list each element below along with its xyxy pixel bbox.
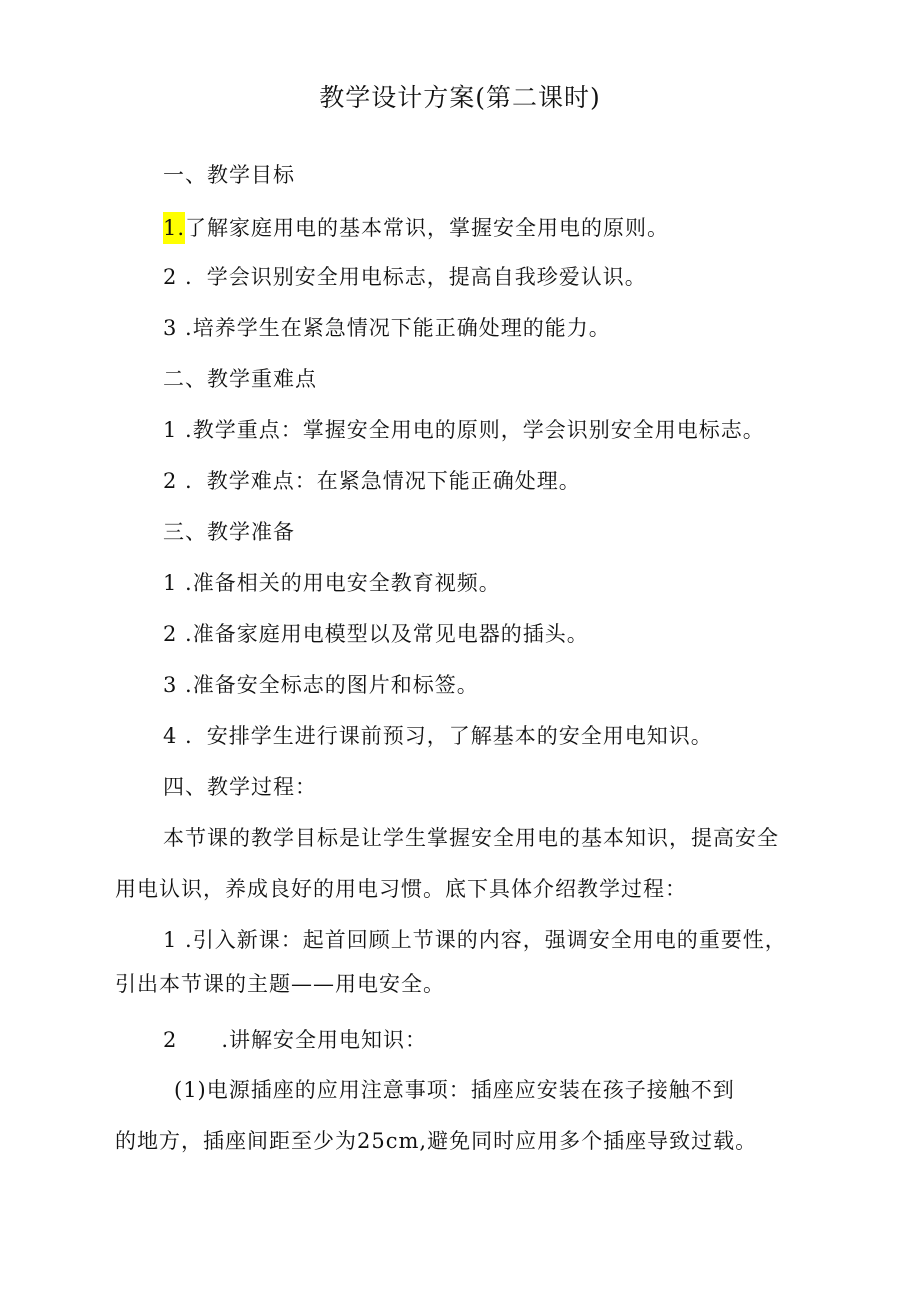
process-step-2-num: 2 xyxy=(163,1028,178,1052)
prep-item-2-num: 2 . xyxy=(163,622,193,646)
prep-item-3-text: 准备安全标志的图片和标签。 xyxy=(192,673,479,697)
process-intro-line-1: 本节课的教学目标是让学生掌握安全用电的基本知识，提高安全 xyxy=(163,826,779,850)
key-point-item-1-text: 教学重点：掌握安全用电的原则，学会识别安全用电标志。 xyxy=(192,418,765,442)
process-step-2-sub-1-line-2: 的地方，插座间距至少为25cm,避免同时应用多个插座导致过载。 xyxy=(115,1129,758,1153)
goal-item-2 xyxy=(163,263,647,291)
document-title: 教学设计方案(第二课时) xyxy=(319,83,601,112)
key-point-item-1 xyxy=(163,416,765,444)
prep-item-1-text: 准备相关的用电安全教育视频。 xyxy=(192,571,501,595)
goal-item-3-num: 3 . xyxy=(163,316,193,340)
highlighted-number: 1. xyxy=(163,212,185,244)
prep-item-4-text: 安排学生进行课前预习，了解基本的安全用电知识。 xyxy=(206,724,713,748)
prep-item-2-text: 准备家庭用电模型以及常见电器的插头。 xyxy=(192,622,589,646)
prep-item-4-num: 4 . xyxy=(163,724,193,748)
process-step-2 xyxy=(163,1026,427,1054)
prep-item-4 xyxy=(163,722,713,750)
key-point-item-1-num: 1 . xyxy=(163,418,193,442)
prep-item-1 xyxy=(163,569,501,597)
prep-item-3-num: 3 . xyxy=(163,673,193,697)
prep-item-3 xyxy=(163,671,479,699)
section-heading-key-points: 二、教学重难点 xyxy=(163,367,317,391)
goal-item-2-text: 学会识别安全用电标志，提高自我珍爱认识。 xyxy=(206,265,647,289)
prep-item-1-num: 1 . xyxy=(163,571,193,595)
key-point-item-2-num: 2 . xyxy=(163,469,193,493)
section-heading-preparation: 三、教学准备 xyxy=(163,520,295,544)
section-heading-process: 四、教学过程： xyxy=(163,775,317,799)
process-step-1-text: 引入新课：起首回顾上节课的内容，强调安全用电的重要性， xyxy=(192,928,787,952)
goal-item-3-text: 培养学生在紧急情况下能正确处理的能力。 xyxy=(192,316,611,340)
goal-item-2-num: 2 . xyxy=(163,265,193,289)
goal-item-1-text: 了解家庭用电的基本常识，掌握安全用电的原则。 xyxy=(185,216,670,240)
prep-item-2 xyxy=(163,620,589,648)
process-intro-line-2: 用电认识，养成良好的用电习惯。底下具体介绍教学过程： xyxy=(115,877,687,901)
key-point-item-2 xyxy=(163,467,581,495)
process-step-2-text: .讲解安全用电知识： xyxy=(221,1028,428,1052)
process-step-1-line-1 xyxy=(163,926,787,954)
key-point-item-2-text: 教学难点：在紧急情况下能正确处理。 xyxy=(206,469,581,493)
process-step-1-num: 1 . xyxy=(163,928,193,952)
goal-item-1 xyxy=(163,212,669,244)
process-step-1-line-2: 引出本节课的主题——用电安全。 xyxy=(115,972,445,996)
process-step-2-sub-1-line-1: (1)电源插座的应用注意事项：插座应安装在孩子接触不到 xyxy=(174,1078,735,1102)
goal-item-3 xyxy=(163,314,611,342)
section-heading-goals: 一、教学目标 xyxy=(163,163,295,187)
